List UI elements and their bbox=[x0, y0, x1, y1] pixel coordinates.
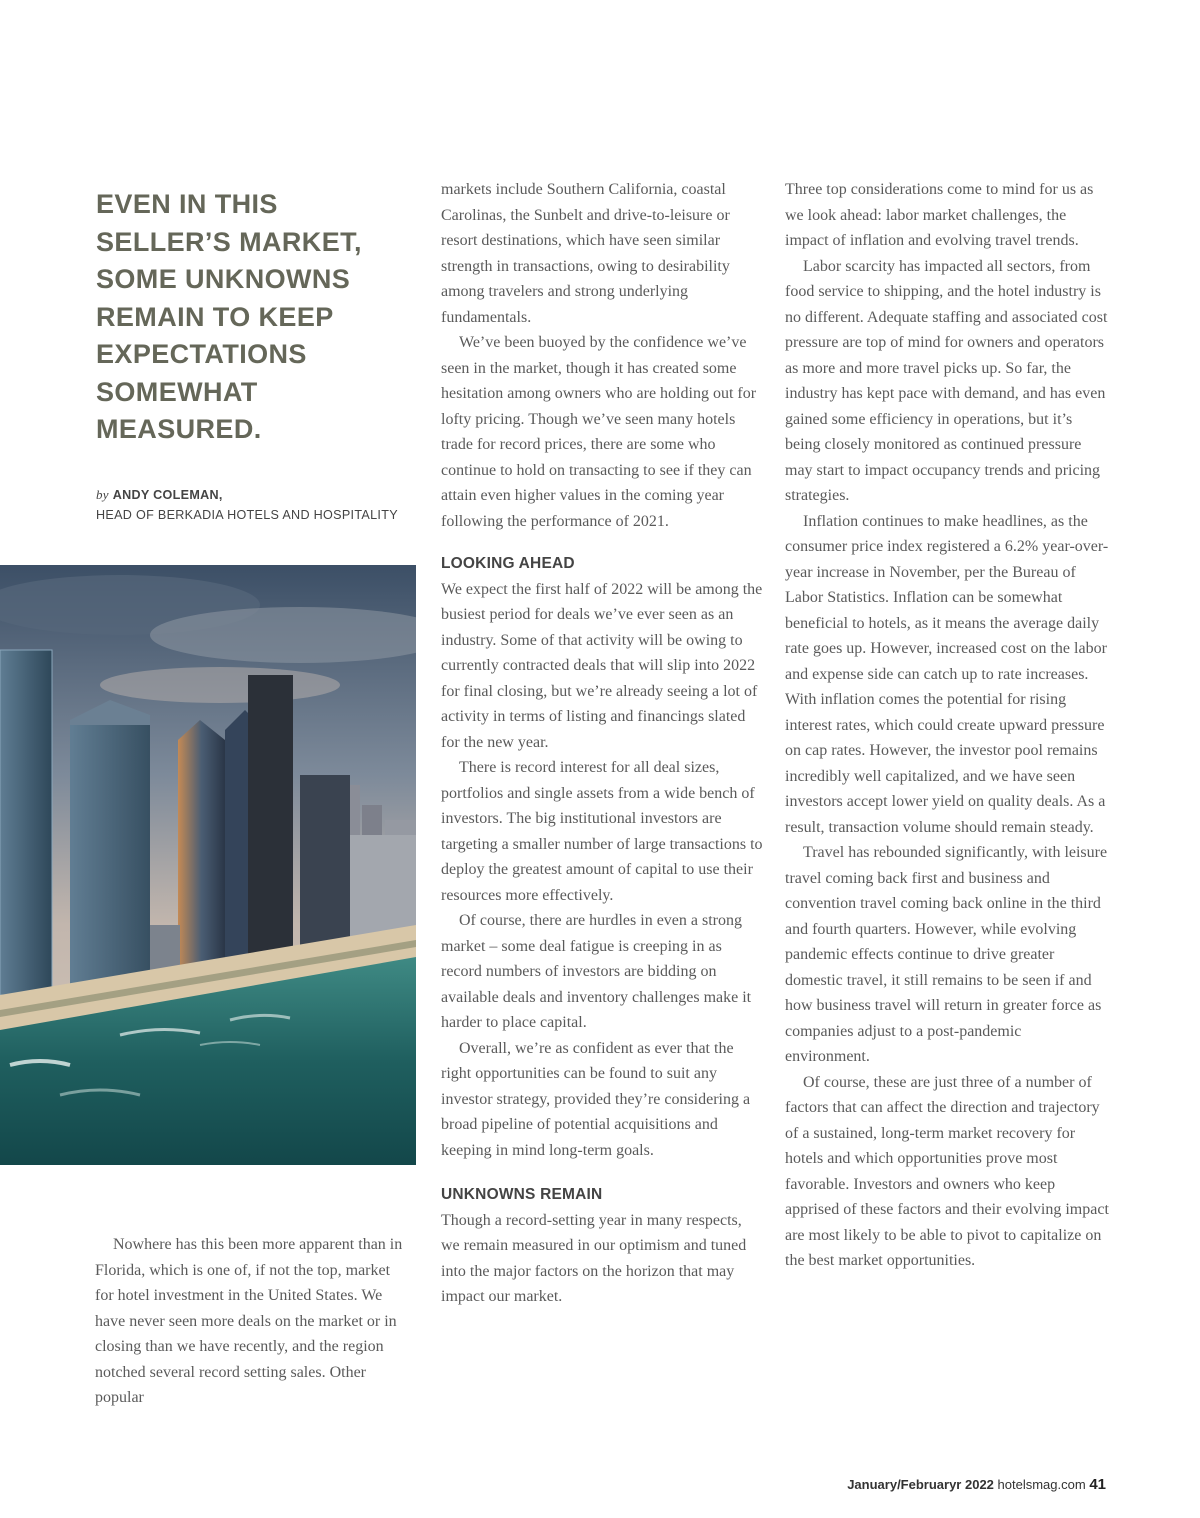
paragraph: We’ve been buoyed by the confidence we’ve seen in the market, though it has created some hesitation among owners who are holding out for lofty pricing. Though we’ve seen many hotels trade for record prices, there are some who continue to hold on transacting to see if they can attain even higher values in the coming year following the performance of 2021. bbox=[441, 334, 757, 530]
paragraph: Travel has rebounded significantly, with leisure travel coming back first and business and convention travel coming back online in the third and fourth quarters. However, while evolving pandemic effects continue to drive greater domestic travel, it still remains to be seen if and how business travel will return in greater force as companies adjust to a post-pandemic environment. bbox=[785, 844, 1108, 1065]
paragraph: Of course, these are just three of a number of factors that can affect the direction and trajectory of a sustained, long-term market recovery for hotels and which opportunities prove most favorable. Investors and owners who keep apprised of these factors and their evolving impact are most likely to be able to pivot to capitalize on the best market opportunities. bbox=[785, 1073, 1109, 1269]
article-headline: EVEN IN THIS SELLER’S MARKET, SOME UNKNOWNS REMAIN TO KEEP EXPECTATIONS SOMEWHAT MEASURED. bbox=[96, 189, 362, 444]
page-number: 41 bbox=[1089, 1476, 1106, 1493]
footer-issue: January/Februaryr 2022 bbox=[847, 1477, 994, 1492]
paragraph: Labor scarcity has impacted all sectors, from food service to shipping, and the hotel industry is no different. Adequate staffing and associated cost pressure are top of mind for owners and operators as more and more travel picks up. So far, the industry has kept pace with demand, and has even gained some efficiency in operations, but it’s being closely monitored as continued pressure may start to impact occupancy trends and pricing strategies. bbox=[785, 257, 1108, 504]
byline bbox=[96, 485, 416, 525]
byline-author: ANDY COLEMAN, bbox=[112, 488, 223, 502]
paragraph: There is record interest for all deal sizes, portfolios and single assets from a wide bench of investors. The big institutional investors are targeting a smaller number of large transactions to deploy the greatest amount of capital to use their resources more effectively. bbox=[441, 759, 763, 904]
footer-site-link[interactable]: hotelsmag.com bbox=[997, 1477, 1086, 1492]
paragraph: We expect the first half of 2022 will be among the busiest period for deals we’ve ever seen as an industry. Some of that activity will be owing to currently contracted deals that will slip into 2022 for final closing, but we’re already seeing a lot of activity in terms of listing and financings slated for the new year. bbox=[441, 580, 763, 751]
section-heading-looking-ahead: LOOKING AHEAD bbox=[441, 555, 575, 572]
paragraph: Though a record-setting year in many respects, we remain measured in our optimism and tuned into the major factors on the horizon that may impact our market. bbox=[441, 1211, 747, 1305]
aerial-coastal-skyline-photo bbox=[0, 565, 416, 1165]
paragraph: Of course, there are hurdles in even a strong market – some deal fatigue is creeping in as record numbers of investors are bidding on available deals and inventory challenges make it harder to place capital. bbox=[441, 912, 752, 1031]
section-heading-unknowns-remain: UNKNOWNS REMAIN bbox=[441, 1186, 603, 1203]
paragraph: Three top considerations come to mind for us as we look ahead: labor market challenges, the impact of inflation and evolving travel trends. bbox=[785, 181, 1094, 249]
byline-by: by bbox=[96, 487, 109, 502]
paragraph: Inflation continues to make headlines, as the consumer price index registered a 6.2% year-over-year increase in November, per the Bureau of Labor Statistics. Inflation can be somewhat beneficial to hotels, as it means the average daily rate goes up. However, increased cost on the labor and expense side can catch up to rate increases. With inflation comes the potential for rising interest rates, which could create upward pressure on cap rates. However, the investor pool remains incredibly well capitalized, and we have seen investors accept lower yield on quality deals. As a result, transaction volume should remain steady. bbox=[785, 512, 1109, 836]
paragraph: markets include Southern California, coastal Carolinas, the Sunbelt and drive-to-leisure or resort destinations, which have seen similar strength in transactions, owing to desirability among travelers and strong underlying fundamentals. bbox=[441, 181, 730, 326]
text-column-1 bbox=[95, 1232, 405, 1411]
paragraph: Nowhere has this been more apparent than in Florida, which is one of, if not the top, market for hotel investment in the United States. We have never seen more deals on the market or in closing than we have recently, and the region notched several record setting sales. Other popular bbox=[95, 1236, 403, 1406]
page-footer bbox=[847, 1476, 1106, 1493]
paragraph: Overall, we’re as confident as ever that the right opportunities can be found to suit any investor strategy, provided they’re considering a broad pipeline of potential acquisitions and keeping in mind long-term goals. bbox=[441, 1039, 751, 1159]
byline-title: HEAD OF BERKADIA HOTELS AND HOSPITALITY bbox=[96, 508, 398, 522]
text-column-3 bbox=[785, 177, 1110, 1274]
text-column-2 bbox=[441, 177, 763, 1310]
